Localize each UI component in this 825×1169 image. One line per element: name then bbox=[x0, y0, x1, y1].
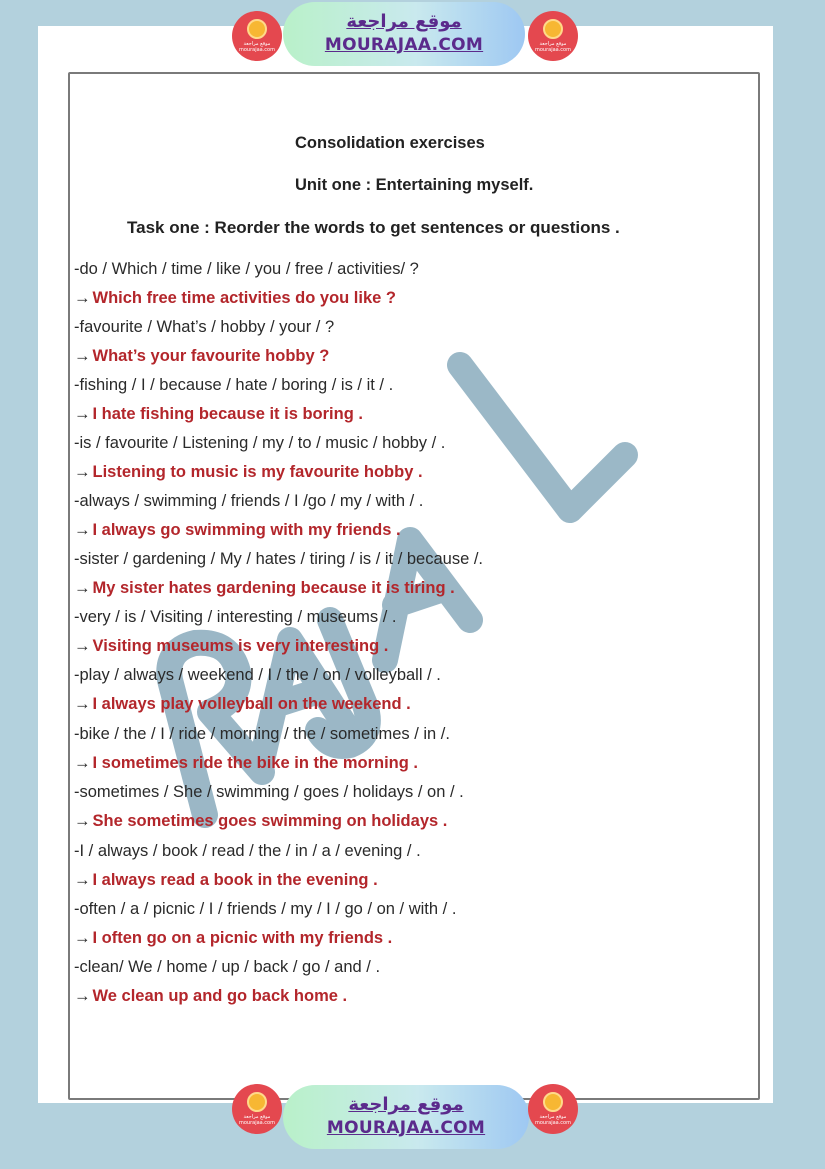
logo-icon bbox=[543, 1092, 563, 1112]
answer-line bbox=[74, 463, 423, 482]
answer-line bbox=[74, 521, 401, 540]
prompt-line: -clean/ We / home / up / back / go / and / . bbox=[74, 958, 381, 976]
arrow-icon: → bbox=[74, 347, 91, 365]
answer-line bbox=[74, 871, 378, 890]
answer-text: Visiting museums is very interesting . bbox=[92, 637, 389, 655]
arrow-icon: → bbox=[74, 289, 91, 307]
prompt-line: -do / Which / time / like / you / free / activities/ ? bbox=[74, 260, 419, 278]
prompt-line: -bike / the / I / ride / morning / the / sometimes / in /. bbox=[74, 725, 450, 743]
logo-badge-right-bottom bbox=[528, 1084, 578, 1134]
answer-line bbox=[74, 637, 388, 656]
answer-line bbox=[74, 987, 347, 1006]
task-title: Task one : Reorder the words to get sentences or questions . bbox=[127, 218, 620, 237]
arrow-icon: → bbox=[74, 754, 91, 772]
prompt-line: -favourite / What’s / hobby / your / ? bbox=[74, 318, 335, 336]
answer-text: What’s your favourite hobby ? bbox=[92, 347, 330, 365]
arrow-icon: → bbox=[74, 521, 91, 539]
prompt-line: -is / favourite / Listening / my / to / music / hobby / . bbox=[74, 434, 446, 452]
answer-text: Which free time activities do you like ? bbox=[92, 289, 396, 307]
unit-title: Unit one : Entertaining myself. bbox=[295, 176, 534, 194]
arrow-icon: → bbox=[74, 929, 91, 947]
banner-arabic-text: موقع مراجعة bbox=[346, 11, 462, 32]
answer-text: I often go on a picnic with my friends . bbox=[92, 929, 393, 947]
prompt-line: -always / swimming / friends / I /go / my / with / . bbox=[74, 492, 424, 510]
banner-site-link[interactable]: MOURAJAA.COM bbox=[324, 35, 484, 55]
badge-label: موقع مراجعة mourajaa.com bbox=[534, 41, 571, 53]
prompt-line: -sister / gardening / My / hates / tiring / is / it / because /. bbox=[74, 550, 484, 568]
answer-line bbox=[74, 579, 455, 598]
prompt-line: -often / a / picnic / I / friends / my / I / go / on / with / . bbox=[74, 900, 457, 918]
answer-line bbox=[74, 929, 392, 948]
answer-line bbox=[74, 754, 418, 773]
arrow-icon: → bbox=[74, 812, 91, 830]
answer-text: I always play volleyball on the weekend . bbox=[92, 695, 411, 713]
badge-label: موقع مراجعة mourajaa.com bbox=[238, 41, 275, 53]
answer-text: She sometimes goes swimming on holidays . bbox=[92, 812, 448, 830]
prompt-line: -play / always / weekend / I / the / on / volleyball / . bbox=[74, 666, 441, 684]
answer-line bbox=[74, 347, 329, 366]
badge-label: موقع مراجعة mourajaa.com bbox=[238, 1114, 275, 1126]
arrow-icon: → bbox=[74, 463, 91, 481]
arrow-icon: → bbox=[74, 637, 91, 655]
site-banner-bottom[interactable] bbox=[283, 1085, 529, 1149]
answer-line bbox=[74, 695, 411, 714]
answer-line bbox=[74, 405, 363, 424]
prompt-line: -very / is / Visiting / interesting / museums / . bbox=[74, 608, 397, 626]
prompt-line: -I / always / book / read / the / in / a / evening / . bbox=[74, 842, 421, 860]
badge-label: موقع مراجعة mourajaa.com bbox=[534, 1114, 571, 1126]
answer-text: My sister hates gardening because it is tiring . bbox=[92, 579, 455, 597]
answer-text: I always read a book in the evening . bbox=[92, 871, 378, 889]
banner-site-link[interactable]: MOURAJAA.COM bbox=[326, 1118, 486, 1138]
prompt-line: -sometimes / She / swimming / goes / holidays / on / . bbox=[74, 783, 464, 801]
answer-text: I always go swimming with my friends . bbox=[92, 521, 401, 539]
arrow-icon: → bbox=[74, 987, 91, 1005]
logo-icon bbox=[247, 1092, 267, 1112]
arrow-icon: → bbox=[74, 579, 91, 597]
banner-arabic-text: موقع مراجعة bbox=[348, 1094, 464, 1115]
answer-text: I hate fishing because it is boring . bbox=[92, 405, 363, 423]
answer-line bbox=[74, 289, 396, 308]
prompt-line: -fishing / I / because / hate / boring / is / it / . bbox=[74, 376, 394, 394]
answer-line bbox=[74, 812, 447, 831]
arrow-icon: → bbox=[74, 695, 91, 713]
answer-text: I sometimes ride the bike in the morning . bbox=[92, 754, 418, 772]
answer-text: Listening to music is my favourite hobby . bbox=[92, 463, 423, 481]
arrow-icon: → bbox=[74, 405, 91, 423]
arrow-icon: → bbox=[74, 871, 91, 889]
answer-text: We clean up and go back home . bbox=[92, 987, 348, 1005]
worksheet-title: Consolidation exercises bbox=[295, 134, 485, 152]
logo-badge-left-bottom bbox=[232, 1084, 282, 1134]
